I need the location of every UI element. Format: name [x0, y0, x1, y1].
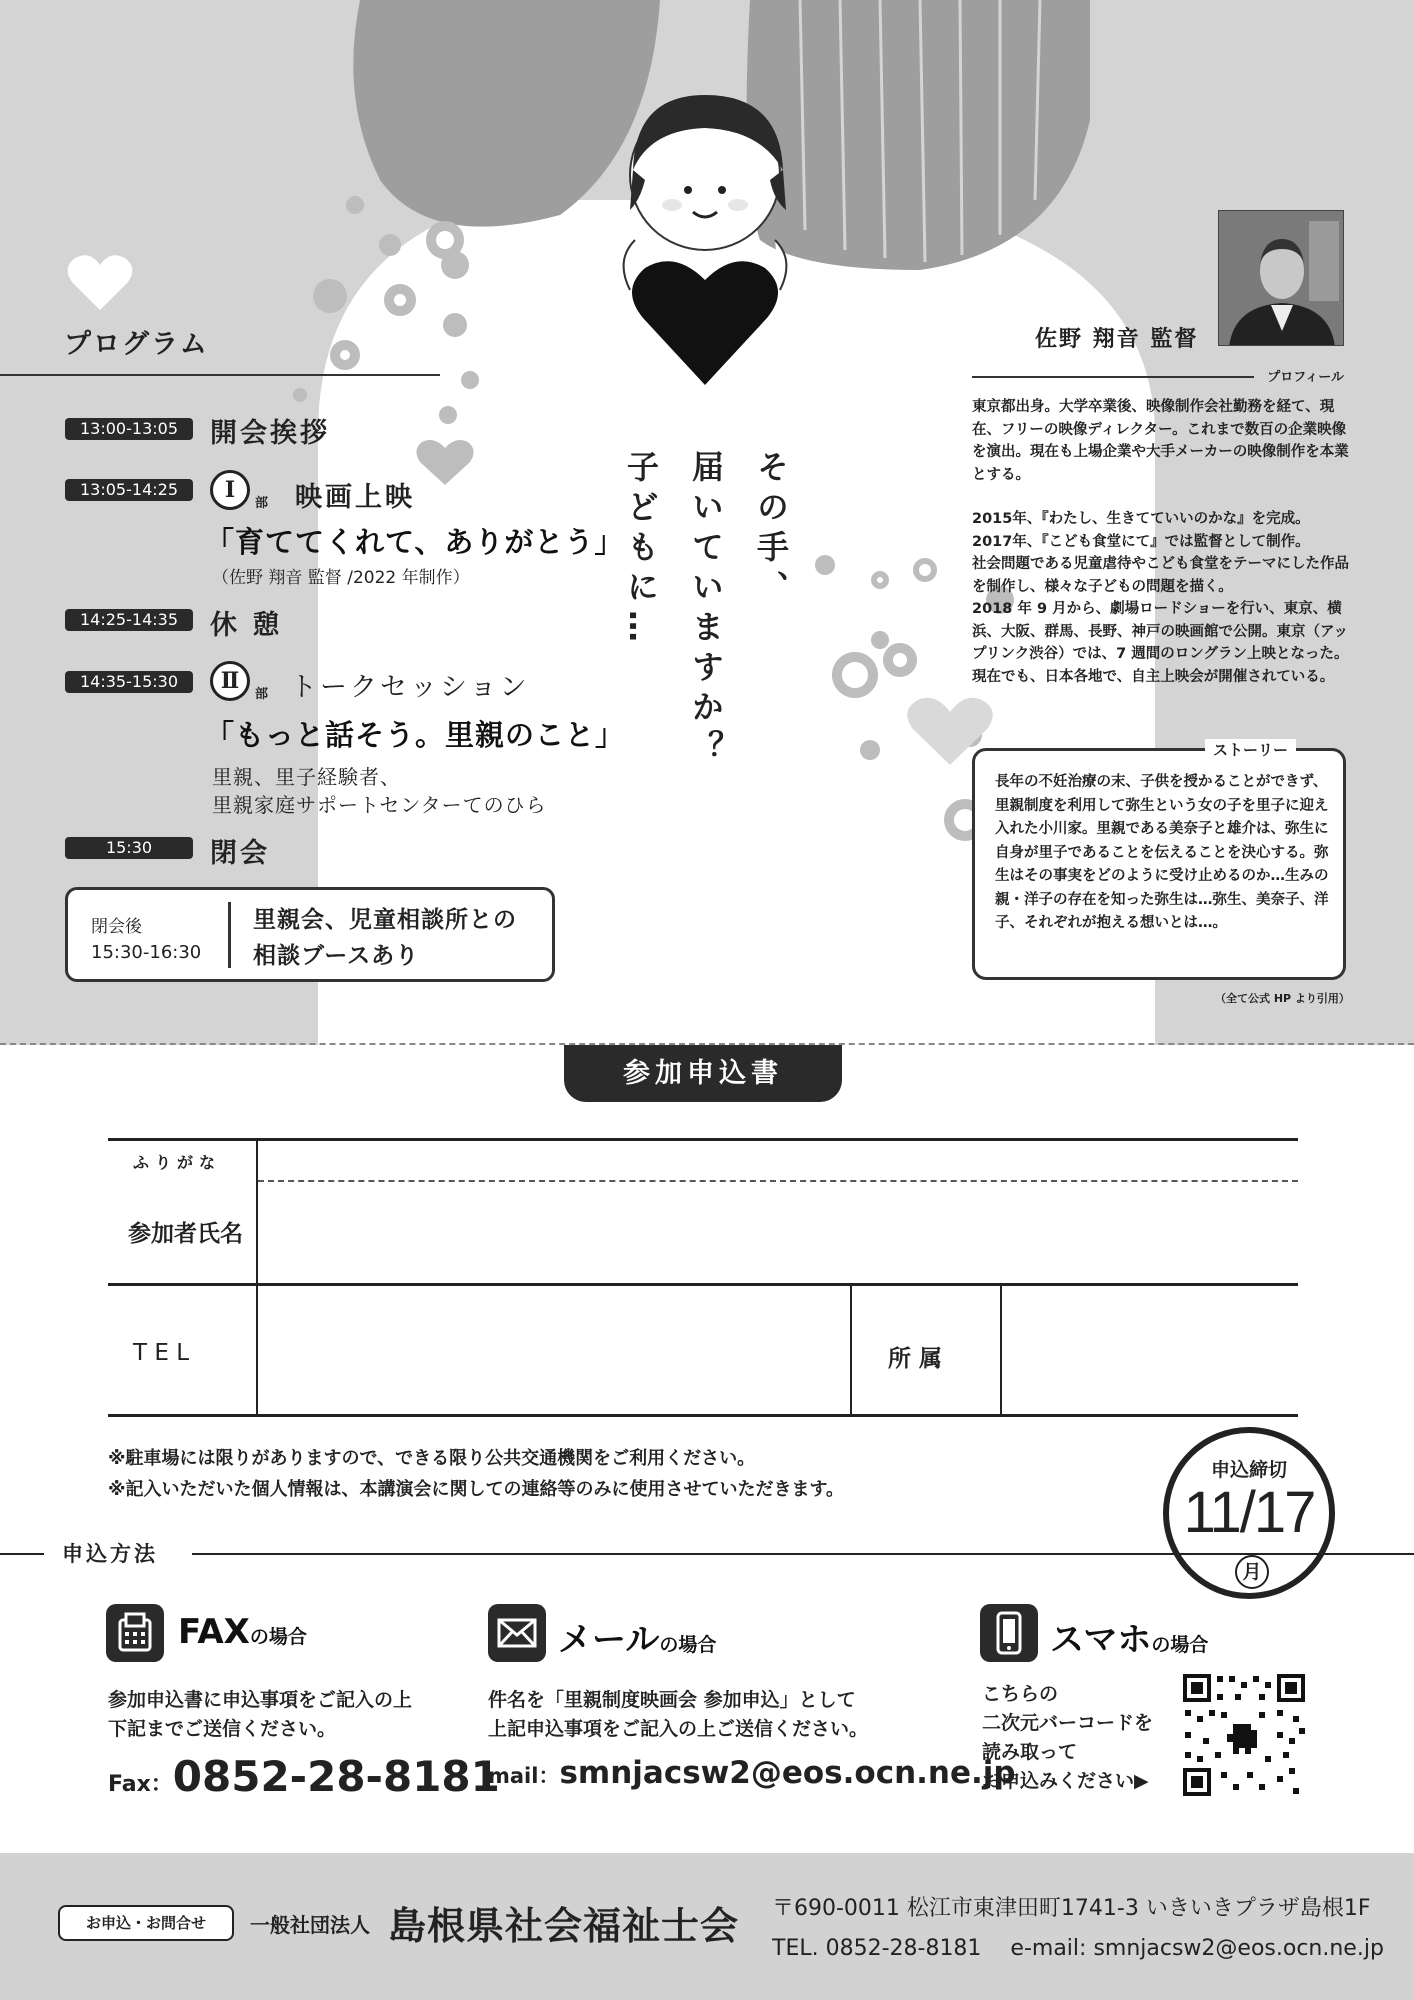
notes — [108, 1443, 844, 1505]
deadline-weekday: 月 — [1235, 1555, 1269, 1589]
phone-heading — [1050, 1612, 1208, 1661]
fax-suffix: の場合 — [249, 1626, 307, 1648]
org-address: 〒690-0011 松江市東津田町1741-3 いきいきプラザ島根1F — [772, 1896, 1371, 1921]
session-title: 「もっと話そう。里親のこと」 — [205, 718, 626, 752]
furigana-label: ふりがな — [133, 1153, 222, 1172]
after-line: 里親会、児童相談所との — [253, 907, 517, 933]
part-one-mark: Ⅰ — [210, 470, 250, 510]
citation: （全て公式 HP より引用） — [1215, 992, 1350, 1005]
mail-instructions — [488, 1686, 868, 1744]
profile-header — [972, 366, 1344, 386]
program-item-label: 閉会 — [210, 838, 270, 869]
form-divider — [1000, 1285, 1002, 1415]
session-guests: 里親、里子経験者、 — [212, 765, 401, 789]
time-badge: 13:00-13:05 — [65, 418, 193, 440]
qr-code[interactable] — [1181, 1672, 1307, 1798]
story-text: 長年の不妊治療の末、子供を授かることができず、里親制度を利用して弥生という女の子を里子に迎え入れた小川家。里親である美奈子と雄介は、弥生に自身が里子であることを伝えることを決心する。弥生はその事実をどのように受け止めるのか…生みの親・洋子の存在を知った弥生は…弥生、美奈子、洋子、それぞれが抱える想いとは…。 — [995, 774, 1329, 931]
form-title: 参加申込書 — [564, 1045, 842, 1102]
phone-name: スマホ — [1050, 1620, 1152, 1660]
form-divider — [256, 1140, 258, 1416]
profile-label: プロフィール — [1267, 370, 1344, 385]
profile-paragraph: 2018 年 9 月から、劇場ロードショーを行い、東京、横浜、大阪、群馬、長野、神戸の映画館で公開。東京（アップリンク渋谷）では、7 週間のロングラン上映となった。現在でも、日本各地で、自主上映会が開催されている。 — [972, 601, 1349, 685]
program-item-label: 開会挨拶 — [210, 418, 330, 449]
mail-line: 上記申込事項をご記入の上ご送信ください。 — [488, 1718, 869, 1740]
fax-prefix: Fax： — [108, 1772, 173, 1797]
phone-line: 二次元バーコードを — [982, 1712, 1154, 1734]
profile-paragraph: 東京都出身。大学卒業後、映像制作会社勤務を経て、現在、フリーの映像ディレクター。これまで数百の企業映像を演出。現在も上場企業や大手メーカーの映像制作を本業とする。 — [972, 399, 1349, 483]
mail-suffix: の場合 — [659, 1634, 717, 1656]
fax-number: 0852-28-8181 — [172, 1752, 500, 1801]
program-divider — [0, 374, 440, 376]
tagline-line: 届いていますか？ — [687, 450, 725, 770]
director-photo — [1218, 210, 1344, 346]
form-rule — [108, 1414, 1298, 1417]
affiliation-label: 所 属 — [888, 1346, 943, 1372]
fax-instructions — [108, 1686, 412, 1744]
mail-name: メール — [558, 1620, 660, 1660]
name-label: 参加者氏名 — [128, 1221, 243, 1247]
story-box — [972, 741, 1346, 980]
program-item-label: 休 憩 — [210, 610, 283, 641]
phone-suffix: の場合 — [1151, 1634, 1209, 1656]
fax-icon — [106, 1604, 164, 1662]
deadline-badge — [1163, 1427, 1335, 1599]
program-item-label: 映画上映 — [295, 482, 415, 513]
program-item-label: トークセッション — [290, 672, 530, 703]
fax-number-line — [108, 1752, 500, 1801]
phone-instructions — [982, 1680, 1153, 1796]
org-contact: TEL. 0852-28-8181 e-mail: smnjacsw2@eos.ocn.ne.jp — [772, 1936, 1384, 1961]
fax-line: 参加申込書に申込事項をご記入の上 — [108, 1689, 413, 1711]
mail-heading — [558, 1612, 716, 1661]
part-suffix: 部 — [255, 496, 269, 511]
story-label: ストーリー — [1205, 739, 1296, 760]
program-title: プログラム — [64, 329, 209, 360]
smartphone-icon — [980, 1604, 1038, 1662]
org-prefix: 一般社団法人 — [250, 1913, 370, 1937]
note-line: ※記入いただいた個人情報は、本講演会に関しての連絡等のみに使用させていただきます。 — [108, 1479, 845, 1500]
profile-rule — [972, 376, 1254, 378]
method-rule — [192, 1553, 1414, 1555]
mail-address-line — [488, 1755, 1016, 1791]
method-title: 申込方法 — [62, 1542, 158, 1566]
form-rule — [108, 1138, 1298, 1141]
session-guests: 里親家庭サポートセンターてのひら — [212, 793, 547, 817]
contact-label: お申込・お問合せ — [58, 1905, 234, 1941]
mail-icon — [488, 1604, 546, 1662]
tel-label: T E L — [133, 1340, 190, 1366]
furigana-divider — [258, 1180, 1298, 1182]
profile-paragraph: 2015年、『わたし、生きてていいのかな』を完成。 — [972, 511, 1310, 527]
deadline-date: 11/17 — [1183, 1480, 1315, 1545]
fax-name: FAX — [178, 1612, 250, 1652]
film-credit: （佐野 翔音 監督 /2022 年制作） — [212, 568, 470, 588]
mail-prefix: mail： — [488, 1764, 560, 1788]
tagline-line: その手、 — [752, 450, 790, 610]
tagline-line: 子どもに… — [622, 450, 660, 650]
after-line: 相談ブースあり — [253, 943, 420, 969]
part-suffix: 部 — [255, 687, 269, 702]
time-badge: 14:25-14:35 — [65, 609, 193, 631]
footer — [0, 1853, 1414, 2000]
after-divider — [228, 902, 231, 968]
form-rule — [108, 1283, 1298, 1286]
profile-paragraph: 2017年、『こども食堂にて』では監督として制作。 — [972, 533, 1310, 550]
deadline-label: 申込締切 — [1210, 1459, 1287, 1481]
org-name: 島根県社会福祉士会 — [388, 1904, 740, 1948]
name-field[interactable] — [260, 1184, 1296, 1281]
part-two-mark: Ⅱ — [210, 661, 250, 701]
profile-text — [972, 396, 1352, 688]
mail-address[interactable]: smnjacsw2@eos.ocn.ne.jp — [559, 1755, 1016, 1791]
time-badge: 15:30 — [65, 837, 193, 859]
time-badge: 14:35-15:30 — [65, 671, 193, 693]
form-divider — [850, 1285, 852, 1415]
fax-line: 下記までご送信ください。 — [108, 1718, 337, 1740]
after-label: 閉会後 — [91, 917, 142, 937]
furigana-field[interactable] — [260, 1142, 1296, 1178]
phone-line: こちらの — [982, 1683, 1059, 1705]
after-text — [253, 902, 517, 974]
director-name: 佐野 翔音 監督 — [1035, 327, 1199, 352]
film-title: 「育ててくれて、ありがとう」 — [205, 525, 625, 559]
phone-line: 読み取って — [982, 1741, 1078, 1763]
mail-line: 件名を「里親制度映画会 参加申込」として — [488, 1689, 856, 1711]
affiliation-field[interactable] — [1004, 1287, 1296, 1412]
phone-line: お申込みください▶ — [982, 1770, 1149, 1792]
after-close-box — [65, 887, 555, 982]
time-badge: 13:05-14:25 — [65, 479, 193, 501]
after-time: 15:30-16:30 — [91, 942, 202, 963]
note-line: ※駐車場には限りがありますので、できる限り公共交通機関をご利用ください。 — [108, 1448, 756, 1469]
fax-heading — [178, 1612, 307, 1652]
method-header — [0, 1538, 1414, 1568]
profile-paragraph: 社会問題である児童虐待やこども食堂をテーマにした作品を制作し、様々な子どもの問題を描く。 — [972, 556, 1349, 595]
tel-field[interactable] — [260, 1287, 848, 1412]
heart-icon — [68, 255, 133, 310]
method-rule — [0, 1553, 44, 1555]
